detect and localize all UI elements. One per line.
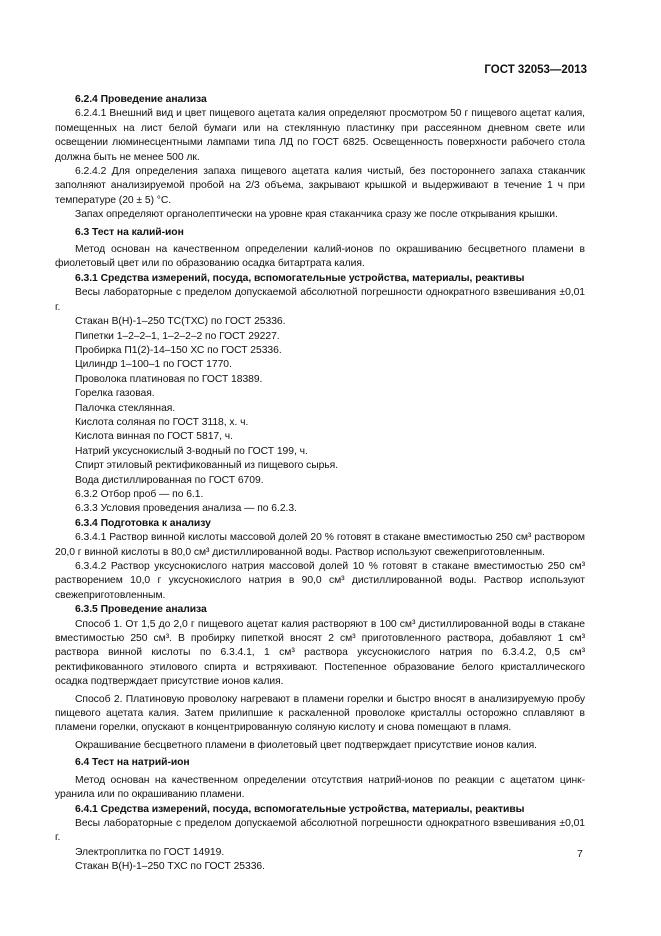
section-heading: 6.4 Тест на натрий-ион (75, 757, 190, 769)
paragraph: 6.2.4.2 Для определения запаха пищевого ацетата калия чистый, без постороннего запаха стаканчик заполняют анализируемой пробой на 2/3 объема, закрывают крышкой и выдерживают в течение 1 ч при температуре (20 ± 5) °С. (55, 166, 585, 206)
paragraph: Окрашивание бесцветного пламени в фиолетовый цвет подтверждает присутствие ионов калия. (75, 739, 537, 751)
paragraph: 6.3.4.1 Раствор винной кислоты массовой долей 20 % готовят в стакане вместимостью 250 см³ раствором 20,0 г винной кислоты в 80,0 см³ дистиллированной воды. Раствор используют свежеприготовленным. (55, 532, 585, 558)
paragraph: Горелка газовая. (75, 388, 155, 400)
paragraph: Пипетки 1–2–2–1, 1–2–2–2 по ГОСТ 29227. (75, 330, 280, 342)
paragraph: Электроплитка по ГОСТ 14919. (75, 846, 225, 858)
paragraph: Стакан В(Н)-1–250 ТС(ТХС) по ГОСТ 25336. (75, 316, 286, 328)
paragraph: Запах определяют органолептически на уровне края стаканчика сразу же после открывания крышки. (75, 209, 558, 221)
section-heading: 6.3.1 Средства измерений, посуда, вспомогательные устройства, материалы, реактивы (75, 272, 525, 284)
paragraph: Стакан В(Н)-1–250 ТХС по ГОСТ 25336. (75, 861, 265, 873)
paragraph: Проволока платиновая по ГОСТ 18389. (75, 373, 263, 385)
section-heading: 6.3.5 Проведение анализа (75, 604, 207, 616)
paragraph: Способ 1. От 1,5 до 2,0 г пищевого ацетат калия растворяют в 100 см³ дистиллированной воды в стакане вместимостью 250 см³. В пробирку пипеткой вносят 2 см³ приготовленного раствора, добавляют 1 см³ раствора винной кислоты по 6.3.4.1, 1 см³ раствора уксуснокислого натрия по 6.3.4.2, 0,5 см³ ректификованного этилового спирта и встряхивают. Постепенное образование белого кристаллического осадка подтверждает присутствие ионов калия. (55, 618, 585, 688)
paragraph: 6.3.4.2 Раствор уксуснокислого натрия массовой долей 10 % готовят в стакане вместимостью 250 см³ растворением 10,0 г уксуснокислого натрия в 90,0 см³ дистиллированной воды. Раствор используют свежеприготовленным. (55, 561, 585, 601)
paragraph: Метод основан на качественном определении отсутствия натрий-ионов по реакции с ацетатом цинк-уранила или по окрашиванию пламени. (55, 774, 585, 801)
page-number: 7 (577, 848, 583, 860)
paragraph: Метод основан на качественном определении калий-ионов по окрашиванию бесцветного пламени в фиолетовый цвет или по образованию осадка битартрата калия. (55, 244, 585, 270)
paragraph: Натрий уксуснокислый 3-водный по ГОСТ 199, ч. (75, 445, 308, 457)
paragraph: Способ 2. Платиновую проволоку нагревают в пламени горелки и быстро вносят в анализируемую пробу пищевого ацетата калия. Затем прилипшие к раскаленной проволоке кристаллы осторожно сплавляют в пламени горелки, опускают в концентрированную соляную кислоту и снова помещают в пламя. (55, 693, 585, 734)
paragraph: Палочка стеклянная. (75, 402, 176, 414)
document-code: ГОСТ 32053—2013 (484, 64, 587, 76)
document-body (55, 93, 585, 875)
paragraph: Спирт этиловый ректификованный из пищевого сырья. (75, 460, 339, 472)
section-heading: 6.3 Тест на калий-ион (75, 226, 184, 238)
paragraph: 6.3.2 Отбор проб — по 6.1. (75, 488, 204, 500)
paragraph: Весы лабораторные с пределом допускаемой абсолютной погрешности однократного взвешивания ±0,01 г. (55, 287, 585, 313)
paragraph: Кислота винная по ГОСТ 5817, ч. (75, 431, 233, 443)
paragraph: 6.3.3 Условия проведения анализа — по 6.2.3. (75, 503, 297, 515)
paragraph: Вода дистиллированная по ГОСТ 6709. (75, 474, 264, 486)
paragraph: Пробирка П1(2)-14–150 ХС по ГОСТ 25336. (75, 344, 282, 356)
section-heading: 6.4.1 Средства измерений, посуда, вспомогательные устройства, материалы, реактивы (75, 803, 525, 815)
paragraph: Весы лабораторные с пределом допускаемой абсолютной погрешности однократного взвешивания ±0,01 г. (55, 817, 585, 844)
section-heading: 6.3.4 Подготовка к анализу (75, 517, 211, 529)
section-heading: 6.2.4 Проведение анализа (75, 94, 207, 105)
paragraph: Цилиндр 1–100–1 по ГОСТ 1770. (75, 359, 232, 371)
paragraph: Кислота соляная по ГОСТ 3118, х. ч. (75, 416, 249, 428)
paragraph: 6.2.4.1 Внешний вид и цвет пищевого ацетата калия определяют просмотром 50 г пищевого ацетат калия, помещенных на лист белой бумаги или на стеклянную пластинку при рассеянном дневном свете или освещении люминесцентными лампами типа ЛД по ГОСТ 6825. Освещенность поверхности рабочего стола должна быть не менее 500 лк. (55, 108, 585, 163)
